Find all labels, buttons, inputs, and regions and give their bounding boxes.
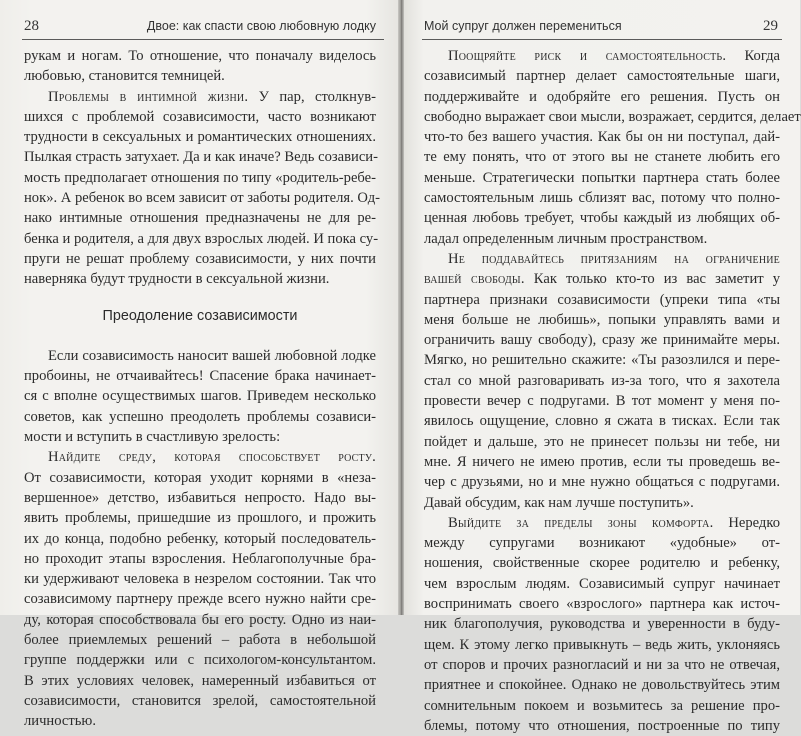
text-line: щем. К этому легко привыкнуть – ведь жить, уклоняясь bbox=[424, 636, 780, 653]
left-page bbox=[0, 0, 398, 730]
paragraph-run-in-heading: Выйдите за пределы зоны комфорта. bbox=[448, 514, 714, 531]
text-line: свободно выражает свои мысли, возражает, сердится, делает bbox=[424, 108, 801, 125]
text-line: провести вечер с подругами. В тот момент у меня по- bbox=[424, 393, 780, 410]
text-line: но проходит этапы взросления. Неблагополучные бра- bbox=[24, 550, 376, 567]
text-line: нако интимные отношения предназначены не для ре- bbox=[24, 210, 376, 227]
paragraph-run-in-heading: Поощряйте риск и самостоятельность. bbox=[448, 48, 727, 64]
text-line: ся с вполне осуществимых шагов. Приведем несколько bbox=[24, 388, 376, 405]
running-title: Двое: как спасти свою любовную лодку bbox=[146, 19, 376, 33]
text-line: приятнее и спокойнее. Однако не довольствуйтесь этим bbox=[424, 677, 780, 694]
paragraph-run-in-heading: Не поддавайтесь притязаниям на ограничение bbox=[448, 250, 780, 267]
text-line: личностью. bbox=[24, 713, 96, 730]
left-page-header bbox=[24, 18, 386, 38]
paragraph-run-in-heading: Проблемы в интимной жизни. bbox=[48, 88, 249, 105]
text-line: любовью, становится темницей. bbox=[24, 68, 225, 85]
text-line: более приемлемых решений – работа в небольшой bbox=[24, 632, 376, 649]
text-line: ограничить вашу свободу), сразу же принимайте меры. bbox=[424, 332, 780, 349]
text-line: советов, как успешно преодолеть проблемы созависи- bbox=[24, 408, 376, 425]
paragraph-lead-line: Проблемы в интимной жизни. У пар, столкнув- bbox=[48, 88, 376, 105]
text-line: чер с друзьями, но и мне нужно общаться с подругами. bbox=[424, 474, 780, 491]
text-line: ценная любовь требует, чтобы каждый из любящих об- bbox=[424, 210, 780, 227]
text-line: от споров и прочих разногласий и ни за что не отвечая, bbox=[424, 656, 780, 673]
header-rule bbox=[422, 39, 782, 40]
text-line: воспринимать своего «взрослого» партнера как источ- bbox=[424, 596, 780, 613]
text-line: Мягко, но решительно скажите: «Ты разозлился и пере- bbox=[424, 352, 780, 369]
text-line: бенка и родителя, а для двух взрослых людей. И пока су- bbox=[24, 230, 379, 247]
text-line: явилось ощущение, словно я сжата в тисках. Если так bbox=[424, 413, 780, 430]
right-page-header bbox=[424, 18, 782, 38]
paragraph-run-in-heading: вашей свободы. bbox=[424, 271, 525, 288]
text-line: наверняка будут трудности в сексуальной жизни. bbox=[24, 271, 330, 288]
paragraph-run-in-heading: Найдите среду, которая способствует росту. bbox=[48, 449, 376, 466]
text-line: ношения, свойственные скорее родителю и ребенку, bbox=[424, 555, 780, 572]
right-page bbox=[404, 0, 801, 734]
text-line: вершенное» детство, избавиться непросто. Надо вы- bbox=[24, 489, 376, 506]
paragraph-lead-line bbox=[424, 249, 780, 269]
paragraph-lead-line: вашей свободы. Как только кто-то из вас заметит у bbox=[424, 271, 781, 288]
text-line: явить проблемы, пришедшие из прошлого, и прожить bbox=[24, 510, 376, 527]
text-line: чем взрослым людям. Созависимый супруг начинает bbox=[424, 575, 780, 592]
text-line: ду, которая способствовала бы его росту. Одно из наи- bbox=[24, 611, 376, 628]
text-line: самостоятельным лишь сблизят вас, потому что полно- bbox=[424, 190, 780, 207]
text-line: От созависимости, которая уходит корнями в «неза- bbox=[24, 469, 376, 486]
paragraph-lead-line: Выйдите за пределы зоны комфорта. Нередко bbox=[448, 514, 780, 531]
text-line: что-то без вашего участия. Как бы он ни поступал, дай- bbox=[424, 129, 780, 146]
section-subheading: Преодоление созависимости bbox=[102, 307, 298, 324]
text-line: мость предполагает отношения по типу «родитель-ребе- bbox=[24, 169, 376, 186]
text-line: пойдет и дальше, это не принесет пользы ни тебе, ни bbox=[424, 433, 780, 450]
text-line: их до конца, подобно ребенку, который последователь- bbox=[24, 530, 376, 547]
paragraph-lead-line bbox=[24, 447, 376, 467]
text-line: мости и вступить в счастливую зрелость: bbox=[24, 429, 281, 446]
text-line: стал со мной разговаривать из-за того, что я захотела bbox=[424, 372, 780, 389]
header-rule bbox=[22, 39, 384, 40]
text-line: пруги не решат проблему созависимости, у них почти bbox=[24, 250, 376, 267]
right-page-text bbox=[424, 46, 801, 736]
text-line: блемы, потому что отношения, построенные по типу bbox=[424, 717, 780, 734]
paragraph-lead-line: Поощряйте риск и самостоятельность. Когда bbox=[448, 48, 780, 64]
text-line: сомнительным покоем и возьмитесь за решение про- bbox=[424, 697, 780, 714]
text-line: созависимый партнер делает самостоятельные шаги, bbox=[424, 68, 780, 85]
text-line: поддерживайте и одобряйте его решения. Пусть он bbox=[424, 88, 780, 105]
text-line: партнера признаки созависимости (упреки типа «ты bbox=[424, 291, 780, 308]
text-line: меньше. Стратегически попытки партнера стать более bbox=[424, 169, 780, 186]
text-line: мне. Я ничего не имею против, если ты проведешь ве- bbox=[424, 453, 780, 470]
text-line: созависимости, становится зрелой, самостоятельной bbox=[24, 692, 376, 709]
page-number: 29 bbox=[763, 18, 778, 34]
left-page-text bbox=[24, 46, 381, 732]
text-line: Если созависимость наносит вашей любовной лодке bbox=[48, 347, 376, 364]
text-line: трудности в сексуальных и романтических отношениях. bbox=[24, 129, 376, 146]
text-line: меня больше не любишь», попыки управлять вами и bbox=[424, 311, 780, 328]
text-line: нок». А ребенок во всем зависит от заботы родителя. Од- bbox=[24, 190, 381, 207]
text-line: ник благополучия, руководства и уверенности в буду- bbox=[424, 616, 780, 633]
text-line: ки удерживают человека в незрелом состоянии. Так что bbox=[24, 571, 376, 588]
text-line: те ему понять, что от этого вы не станете любить его bbox=[424, 149, 780, 166]
page-number: 28 bbox=[24, 18, 39, 34]
text-line: ладал определенным личным пространством. bbox=[424, 230, 708, 247]
text-line: между супругами возникают «удобные» от- bbox=[424, 535, 780, 552]
running-title: Мой супруг должен перемениться bbox=[424, 19, 622, 33]
text-line: В этих условиях человек, намеренный избавиться от bbox=[24, 672, 376, 689]
text-line: шихся с проблемой созависимости, часто возникают bbox=[24, 108, 376, 125]
text-line: Пылкая страсть затухает. Да и как иначе? Ведь созависи- bbox=[24, 149, 378, 166]
text-line: пробоины, не отчаивайтесь! Спасение брака начинает- bbox=[24, 368, 376, 385]
text-line: созависимому партнеру прежде всего нужно найти сре- bbox=[24, 591, 376, 608]
text-line: рукам и ногам. То отношение, что поначалу виделось bbox=[24, 48, 376, 64]
text-line: группе поддержки или с психологом-консультантом. bbox=[24, 652, 376, 669]
text-line: Давай обсудим, как нам лучше поступить». bbox=[424, 494, 694, 511]
